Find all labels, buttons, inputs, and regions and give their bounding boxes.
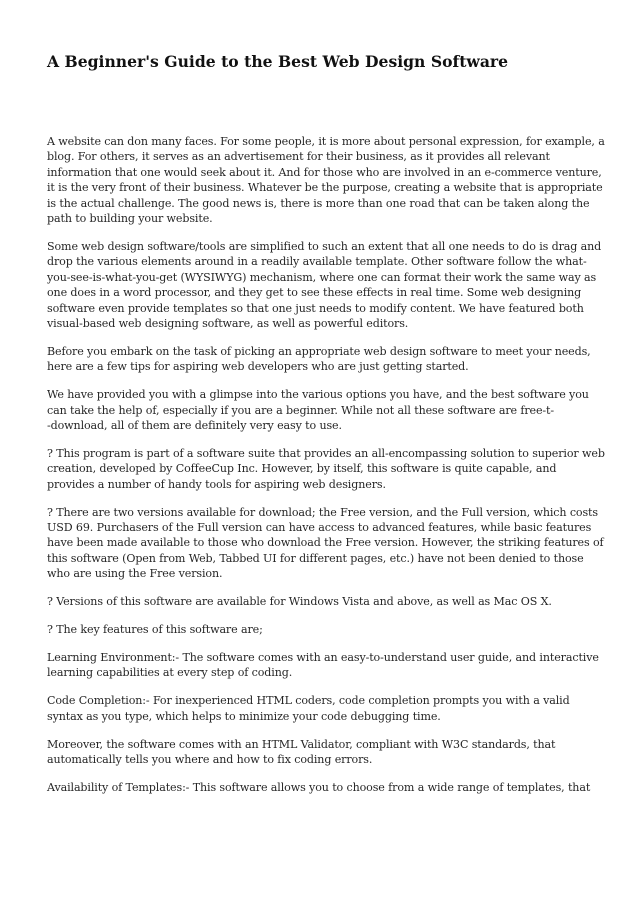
paragraph-line: visual-based web designing software, as well as powerful editors. — [47, 316, 409, 330]
paragraph — [47, 594, 594, 609]
paragraph — [47, 650, 599, 681]
paragraph-line: syntax as you type, which helps to minimize your code debugging time. — [47, 709, 441, 723]
paragraph-line: information that one would seek about it. And for those who are involved in an e-commerce venture, — [47, 165, 602, 179]
paragraph-line: it is the very front of their business. Whatever be the purpose, creating a website that is appropriate — [47, 181, 603, 195]
paragraph-line: is the actual challenge. The good news is, there is more than one road that can be taken along the — [47, 196, 590, 210]
paragraph-line: creation, developed by CoffeeCup Inc. However, by itself, this software is quite capable, and — [47, 462, 557, 476]
document-body — [47, 134, 605, 795]
paragraph — [47, 239, 602, 331]
paragraph-line: ? The key features of this software are; — [47, 623, 263, 637]
paragraph-line: you-see-is-what-you-get (WYSIWYG) mechanism, where one can format their work the same way as — [47, 270, 597, 284]
paragraph-line: Learning Environment:- The software comes with an easy-to-understand user guide, and interactive — [47, 650, 599, 664]
paragraph-line: automatically tells you where and how to fix coding errors. — [47, 753, 373, 766]
paragraph — [47, 446, 605, 492]
paragraph-line: who are using the Free version. — [47, 567, 223, 581]
paragraph — [47, 134, 605, 226]
paragraph-line: provides a number of handy tools for aspiring web designers. — [47, 477, 386, 491]
paragraph — [47, 505, 604, 582]
paragraph-line: this software (Open from Web, Tabbed UI for different pages, etc.) have not been denied to those — [47, 551, 584, 565]
paragraph-line: ? Versions of this software are available for Windows Vista and above, as well as Mac OS X. — [47, 595, 552, 609]
paragraph-line: drop the various elements around in a readily available template. Other software follow the what- — [47, 255, 587, 269]
paragraph-line: Before you embark on the task of picking an appropriate web design software to meet your needs, — [47, 344, 591, 358]
paragraph-line: Some web design software/tools are simplified to such an extent that all one needs to do is drag and — [47, 239, 602, 253]
paragraph-line: one does in a word processor, and they get to see these effects in real time. Some web designing — [47, 286, 582, 300]
paragraph-line: USD 69. Purchasers of the Full version can have access to advanced features, while basic features — [47, 521, 592, 535]
paragraph-line: path to building your website. — [47, 212, 213, 226]
paragraph-line: A website can don many faces. For some people, it is more about personal expression, for example, a — [47, 135, 605, 148]
paragraph-line: ? This program is part of a software suite that provides an all-encompassing solution to superior web — [47, 446, 605, 460]
paragraph — [47, 622, 594, 637]
paragraph-line: Code Completion:- For inexperienced HTML coders, code completion prompts you with a valid — [47, 694, 570, 708]
paragraph-line: blog. For others, it serves as an advertisement for their business, as it provides all relevant — [47, 150, 550, 164]
document-title: A Beginner's Guide to the Best Web Design Software — [47, 52, 509, 71]
paragraph-line: ? There are two versions available for download; the Free version, and the Full version, which costs — [47, 505, 598, 519]
paragraph — [47, 737, 594, 768]
paragraph — [47, 387, 594, 433]
paragraph-line: Availability of Templates:- This software allows you to choose from a wide range of templates, that — [47, 780, 591, 794]
paragraph — [47, 344, 594, 375]
paragraph-line: Moreover, the software comes with an HTML Validator, compliant with W3C standards, that — [47, 737, 556, 751]
paragraph — [47, 693, 594, 724]
paragraph-line: have been made available to those who download the Free version. However, the striking features of — [47, 536, 604, 550]
paragraph — [47, 780, 594, 795]
paragraph-line: software even provide templates so that one just needs to modify content. We have featured both — [47, 301, 584, 315]
paragraph-line: -download, all of them are definitely very easy to use. — [47, 419, 342, 432]
paragraph-line: can take the help of, especially if you are a beginner. While not all these software are free-t- — [47, 403, 555, 417]
paragraph-line: We have provided you with a glimpse into the various options you have, and the best software you — [47, 388, 589, 402]
paragraph-line: learning capabilities at every step of coding. — [47, 666, 293, 680]
paragraph-line: here are a few tips for aspiring web developers who are just getting started. — [47, 360, 469, 374]
